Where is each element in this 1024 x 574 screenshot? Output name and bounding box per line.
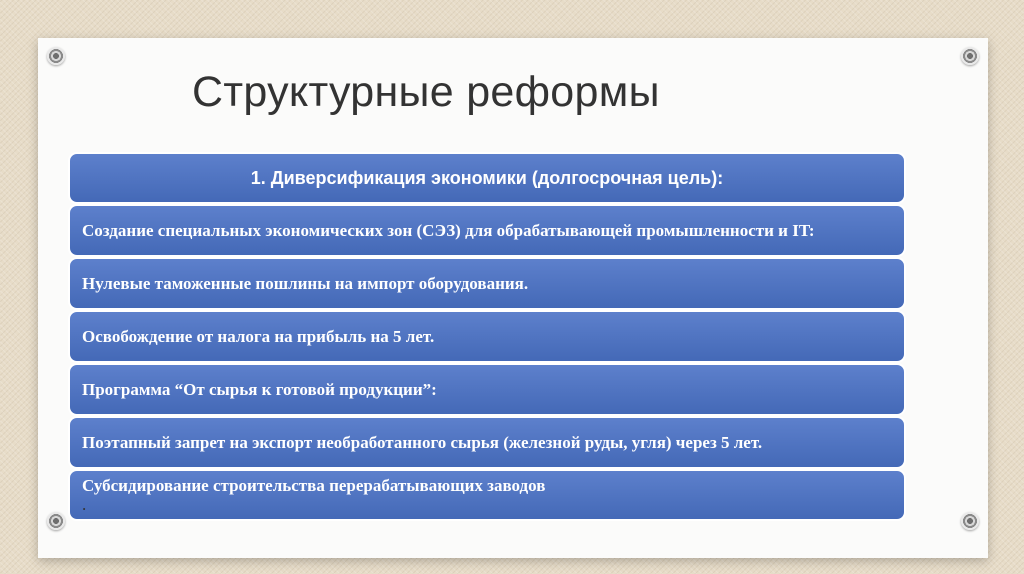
list-item — [68, 416, 906, 469]
reform-list — [68, 152, 906, 521]
list-header — [68, 152, 906, 204]
list-item-text: Создание специальных экономических зон (СЭЗ) для обрабатывающей промышленности и IT: — [82, 221, 815, 240]
list-item — [68, 363, 906, 416]
list-item-text: Нулевые таможенные пошлины на импорт оборудования. — [82, 274, 529, 293]
trailing-period: . — [82, 495, 87, 514]
list-item-text: Освобождение от налога на прибыль на 5 лет. — [82, 327, 435, 346]
slide-title: Структурные реформы — [192, 68, 660, 116]
list-item-text: Программа “От сырья к готовой продукции”: — [82, 380, 437, 399]
list-item — [68, 257, 906, 310]
pushpin-icon — [961, 512, 979, 530]
pushpin-icon — [961, 47, 979, 65]
list-header-text: 1. Диверсификация экономики (долгосрочная цель): — [250, 167, 724, 188]
list-item — [68, 204, 906, 257]
list-item-text: Поэтапный запрет на экспорт необработанного сырья (железной руды, угля) через 5 лет. — [82, 433, 763, 452]
pushpin-icon — [47, 512, 65, 530]
list-item — [68, 469, 906, 521]
list-item-text-main: Субсидирование строительства перерабатывающих заводов — [82, 476, 546, 495]
list-item — [68, 310, 906, 363]
pushpin-icon — [47, 47, 65, 65]
list-item-text — [82, 476, 545, 514]
